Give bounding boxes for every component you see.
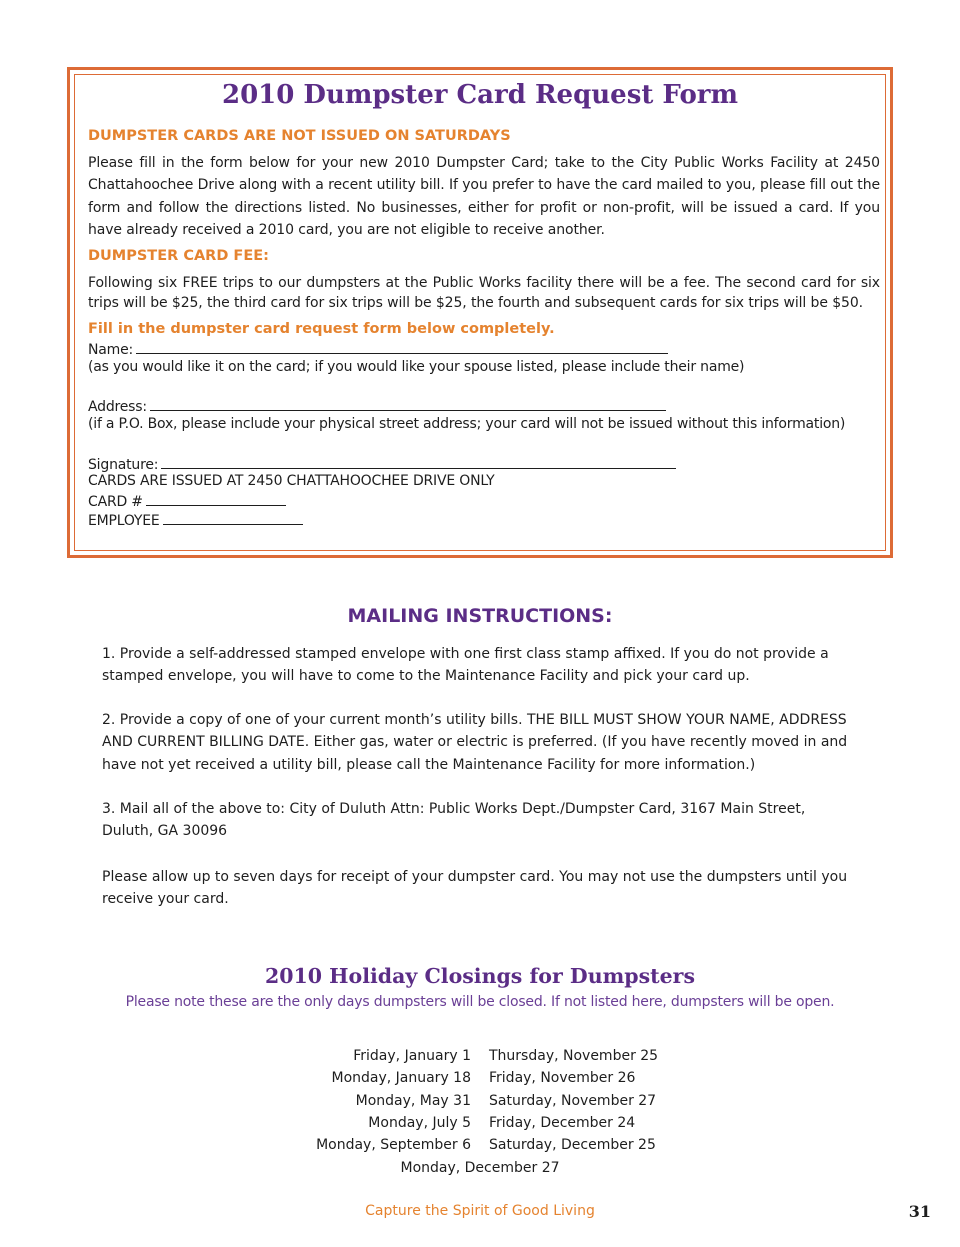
- employee-row: [88, 510, 303, 531]
- saturday-notice: DUMPSTER CARDS ARE NOT ISSUED ON SATURDAYS: [88, 128, 511, 144]
- holiday-item: Saturday, November 27: [489, 1092, 657, 1109]
- employee-field[interactable]: [163, 510, 303, 525]
- mailing-item-1: 1. Provide a self-addressed stamped envelope with one first class stamp affixed. If you do not provide a stamped envelope, you will have to come to the Maintenance Facility and pick your card up.: [102, 646, 829, 685]
- holiday-item: Saturday, December 25: [489, 1137, 656, 1154]
- form-intro: Please fill in the form below for your new 2010 Dumpster Card; take to the City Public Works Facility at 2450 Chattahoochee Drive along with a recent utility bill. If you prefer to have the card mailed to you, please fill out the form and follow the directions listed. No businesses, either for profit or non-profit, will be issued a card. If you have already received a 2010 card, you are not eligible to receive another.: [88, 155, 880, 239]
- card-number-field[interactable]: [146, 491, 286, 506]
- page-number: 31: [908, 1202, 931, 1221]
- fee-heading: DUMPSTER CARD FEE:: [88, 248, 269, 264]
- holiday-note: Please note these are the only days dumpsters will be closed. If not listed here, dumpsters will be open.: [125, 994, 835, 1010]
- issued-note: CARDS ARE ISSUED AT 2450 CHATTAHOOCHEE DRIVE ONLY: [88, 473, 495, 489]
- mailing-item-2: 2. Provide a copy of one of your current month’s utility bills. THE BILL MUST SHOW YOUR NAME, ADDRESS AND CURRENT BILLING DATE. Either gas, water or electric is preferred. (If you have recently moved in and have not yet received a utility bill, please call the Maintenance Facility for more information.): [102, 712, 848, 773]
- holiday-title: 2010 Holiday Closings for Dumpsters: [264, 964, 696, 988]
- form-title: 2010 Dumpster Card Request Form: [221, 80, 739, 110]
- holiday-item: Monday, January 18: [331, 1070, 471, 1087]
- footer-tagline: Capture the Spirit of Good Living: [365, 1203, 595, 1219]
- name-field[interactable]: [136, 339, 668, 354]
- holiday-list-right: [489, 1045, 739, 1156]
- holiday-item-last: Monday, December 27: [400, 1160, 560, 1176]
- mailing-heading: MAILING INSTRUCTIONS:: [347, 605, 613, 627]
- signature-label: Signature:: [88, 457, 159, 473]
- card-number-label: CARD #: [88, 494, 143, 510]
- employee-label: EMPLOYEE: [88, 513, 160, 529]
- address-note: (if a P.O. Box, please include your physical street address; your card will not be issued without this information): [88, 416, 846, 432]
- name-note: (as you would like it on the card; if you would like your spouse listed, please include their name): [88, 359, 745, 375]
- fill-heading: Fill in the dumpster card request form below completely.: [88, 321, 555, 337]
- holiday-item: Friday, November 26: [489, 1070, 636, 1087]
- mailing-note: Please allow up to seven days for receipt of your dumpster card. You may not use the dumpsters until you receive your card.: [102, 869, 848, 908]
- holiday-list-left: [270, 1045, 471, 1156]
- signature-field[interactable]: [161, 454, 676, 469]
- address-label: Address:: [88, 399, 147, 415]
- holiday-item: Monday, May 31: [355, 1092, 471, 1109]
- holiday-item: Thursday, November 25: [489, 1048, 659, 1064]
- holiday-item: Friday, January 1: [353, 1048, 471, 1064]
- fee-text: Following six FREE trips to our dumpsters at the Public Works facility there will be a fee. The second card for six trips will be $25, the third card for six trips will be $25, the fourth and subsequent cards for six trips will be $50.: [88, 275, 880, 311]
- name-field-row: [88, 339, 668, 360]
- card-number-row: [88, 491, 286, 512]
- holiday-item: Monday, September 6: [316, 1137, 471, 1154]
- mailing-item-3: 3. Mail all of the above to: City of Duluth Attn: Public Works Dept./Dumpster Card, 3167 Main Street, Duluth, GA 30096: [102, 801, 806, 840]
- name-label: Name:: [88, 342, 134, 358]
- holiday-item: Friday, December 24: [489, 1114, 636, 1131]
- address-field[interactable]: [150, 396, 666, 411]
- address-field-row: [88, 396, 666, 417]
- holiday-item: Monday, July 5: [368, 1114, 471, 1131]
